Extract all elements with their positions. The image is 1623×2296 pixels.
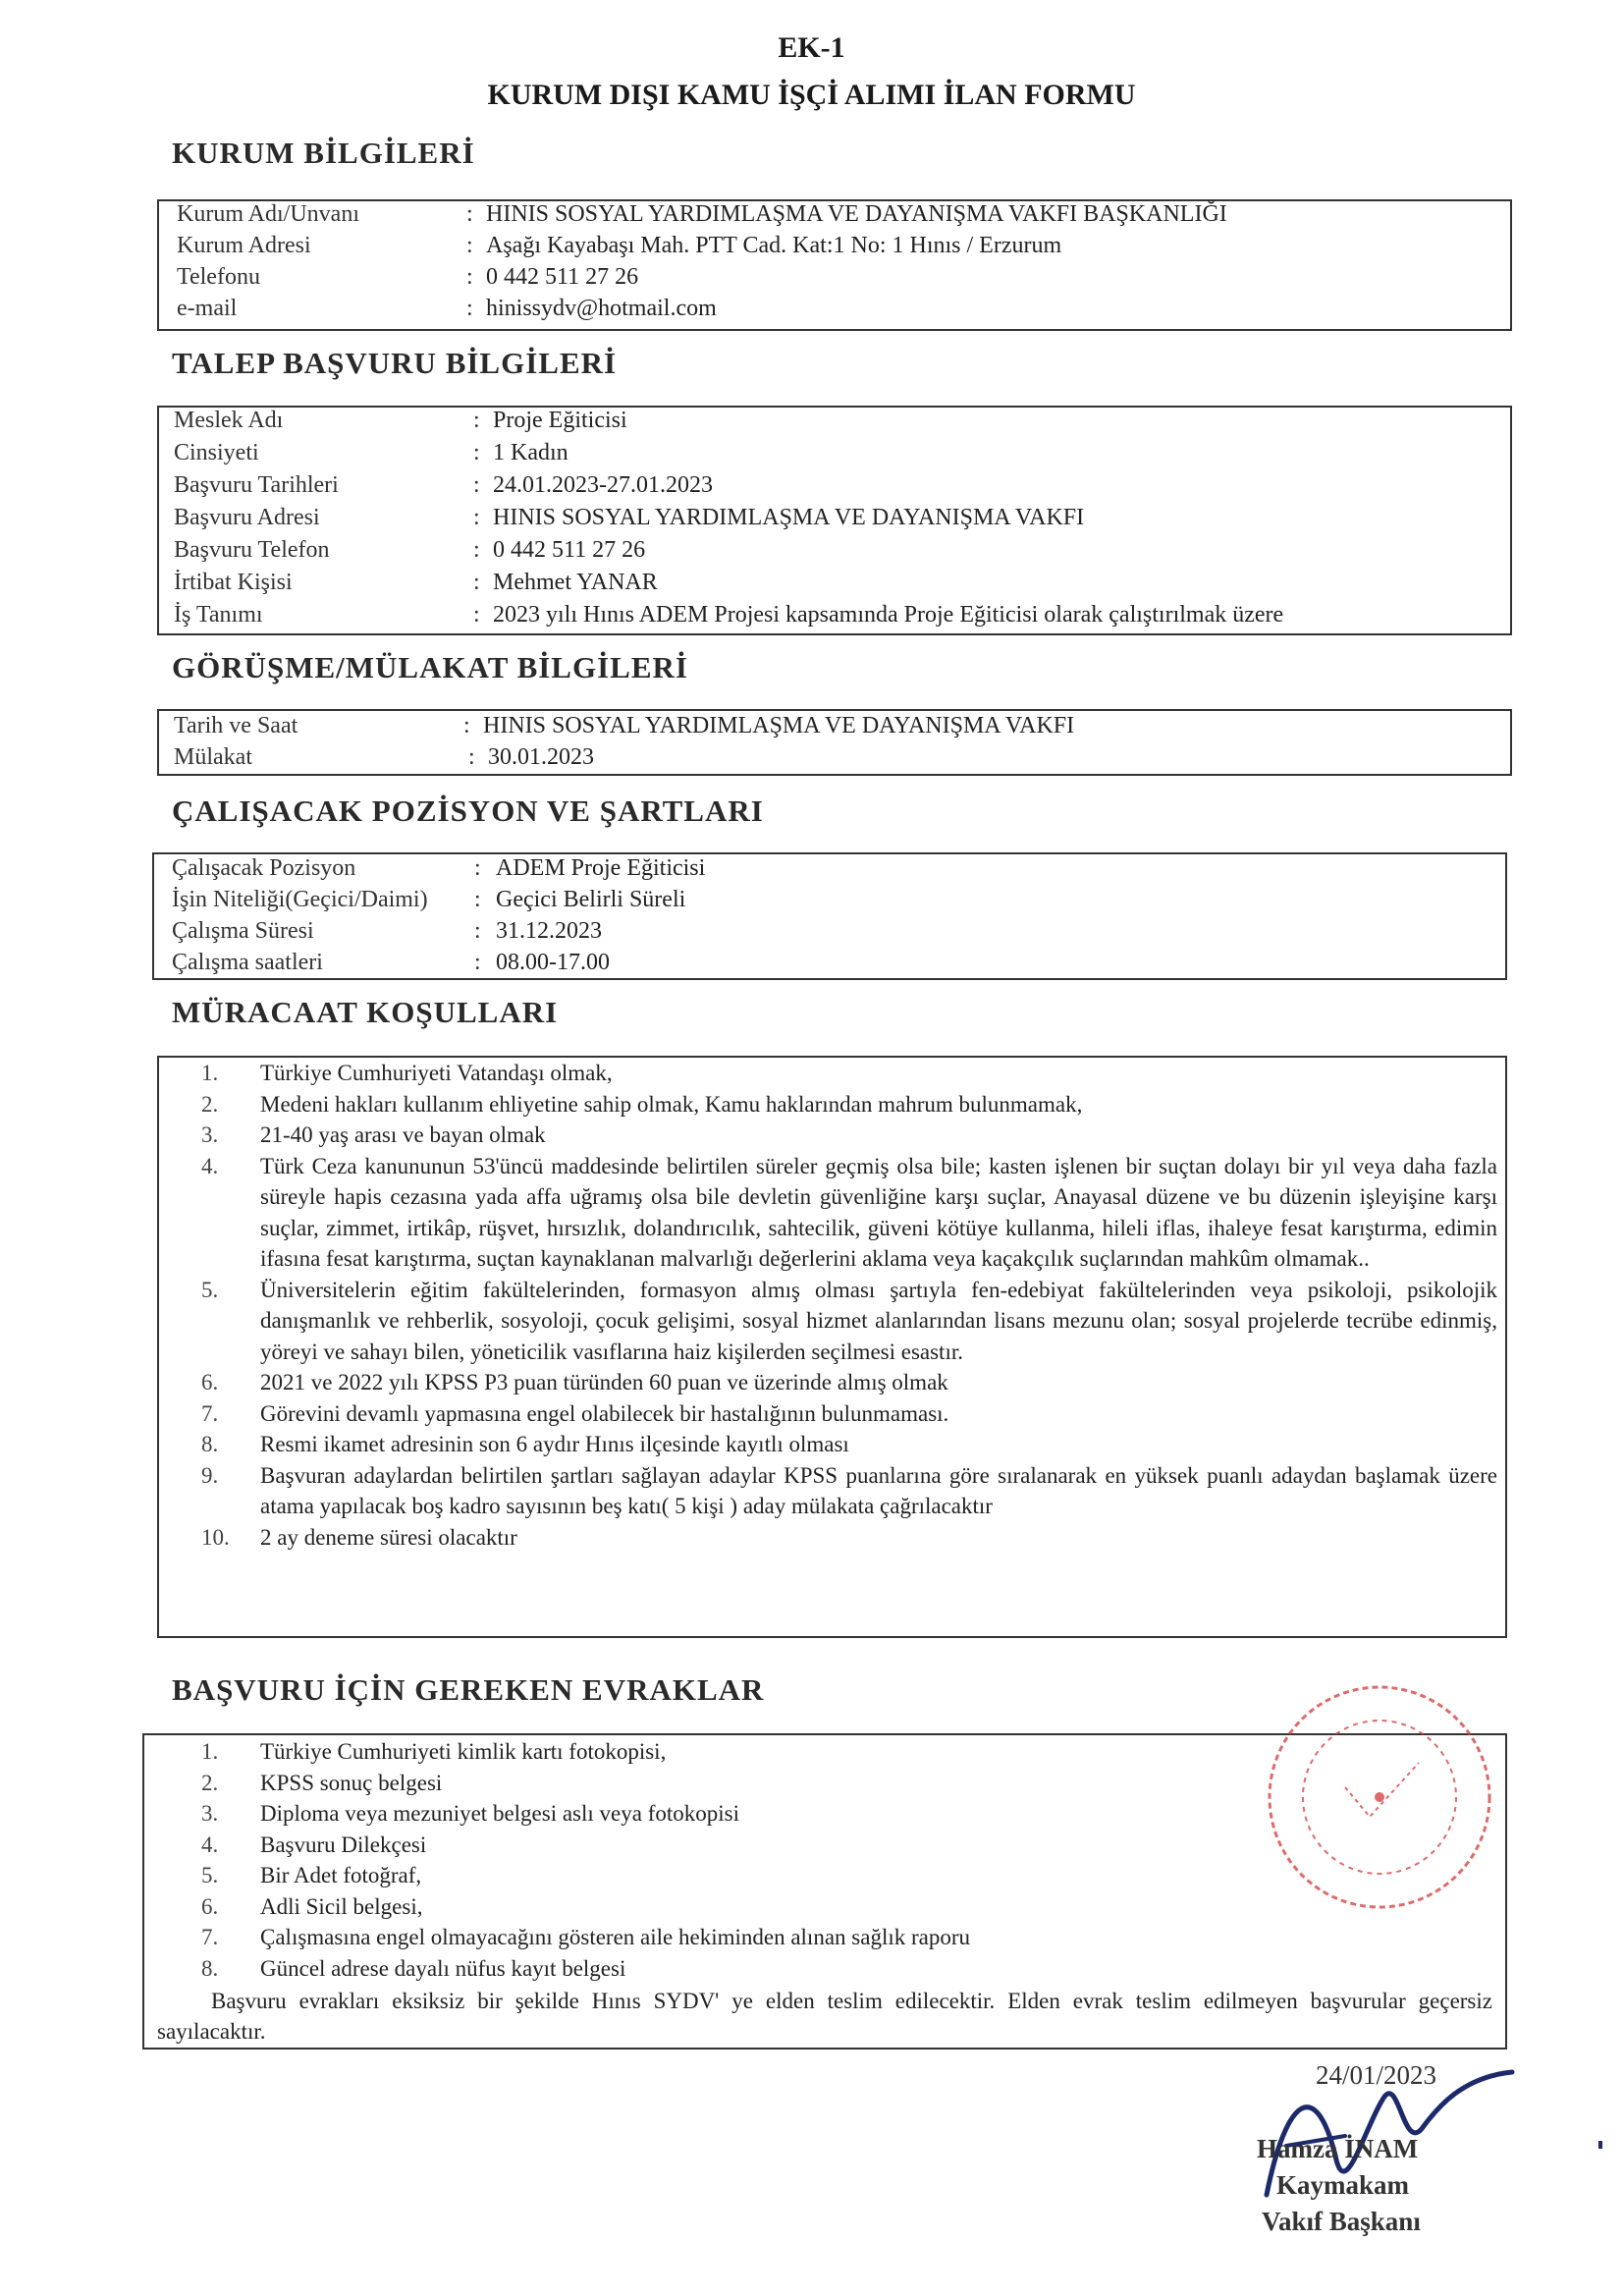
colon: : [474,855,481,881]
colon: : [473,602,480,628]
list-item [201,1058,1497,1089]
talep-label: Başvuru Adresi [174,505,320,530]
colon: : [466,264,473,290]
gorusme-value: HINIS SOSYAL YARDIMLAŞMA VE DAYANIŞMA VAKFI [483,713,1075,738]
item-number: 9. [201,1462,219,1488]
item-text: KPSS sonuç belgesi [260,1770,443,1795]
item-number: 8. [201,1432,219,1456]
talep-box [157,406,1512,635]
pozisyon-label: Çalışacak Pozisyon [172,855,356,881]
list-item [201,1522,1497,1554]
signatory-title-kaymakam: Kaymakam [1276,2170,1409,2200]
item-text: Görevini devamlı yapmasına engel olabilecek bir hastalığının bulunmaması. [260,1400,949,1426]
item-number: 7. [201,1400,219,1426]
item-text: 21-40 yaş arası ve bayan olmak [260,1122,546,1147]
form-title: KURUM DIŞI KAMU İŞÇİ ALIMI İLAN FORMU [487,79,1136,111]
item-number: 6. [201,1370,219,1394]
colon: : [474,887,481,912]
colon: : [473,440,480,465]
kurum-label: Kurum Adresi [177,233,311,258]
item-text: Adli Sicil belgesi, [260,1893,423,1919]
item-number: 2. [201,1770,219,1795]
item-text: 2021 ve 2022 yılı KPSS P3 puan türünden 60 puan ve üzerinde almış olmak [260,1370,948,1394]
official-stamp-icon [1252,1669,1507,1925]
section-title-evraklar: BAŞVURU İÇİN GEREKEN EVRAKLAR [172,1672,765,1707]
item-text: Diploma veya mezuniyet belgesi aslı veya fotokopisi [260,1801,739,1826]
list-item [201,1922,1497,1953]
muracaat-list [201,1058,1497,1553]
section-title-gorusme: GÖRÜŞME/MÜLAKAT BİLGİLERİ [172,650,688,684]
signatory-title-vakif: Vakıf Başkanı [1262,2207,1421,2236]
list-item [201,1460,1497,1522]
item-number: 3. [201,1801,219,1826]
pozisyon-label: Çalışma saatleri [172,950,323,975]
colon: : [466,296,473,321]
pozisyon-label: İşin Niteliği(Geçici/Daimi) [172,887,428,912]
colon: : [474,950,481,975]
colon: : [463,713,470,738]
gorusme-label: Mülakat [174,744,252,770]
list-item [201,1953,1497,1985]
item-number: 8. [201,1955,219,1981]
kurum-label: e-mail [177,296,238,321]
item-text: Türk Ceza kanununun 53'üncü maddesinde belirtilen süreler geçmiş olsa bile; kasten işlenen bir suçtan dolayı bir yıl veya daha fazla süreyle hapis cezasına yada affa uğramış olsa bile devletin güvenliğine karşı suçlar, Anayasal düzene ve bu düzenin işleyişine karşı suçlar, zimmet, irtikâp, rüşvet, hırsızlık, dolandırıcılık, sahtecilik, güveni kötüye kullanma, hileli iflas, ihaleye fesat karıştırma, edimin ifasına fesat karıştırma, suçtan kaynaklanan malvarlığı değerlerini aklama veya kaçakçılık suçlarından mahkûm olmamak.. [260,1153,1497,1271]
pozisyon-value: 08.00-17.00 [496,950,610,975]
talep-label: Başvuru Tarihleri [174,472,339,498]
item-number: 2. [201,1091,219,1117]
section-title-muracaat: MÜRACAAT KOŞULLARI [172,995,559,1029]
colon: : [473,570,480,595]
colon: : [466,233,473,258]
kurum-value: 0 442 511 27 26 [486,264,639,290]
kurum-email: hinissydv@hotmail.com [486,296,717,321]
item-number: 5. [201,1277,219,1302]
item-text: 2 ay deneme süresi olacaktır [260,1524,517,1550]
talep-value: 24.01.2023-27.01.2023 [493,472,713,498]
talep-value: 2023 yılı Hınıs ADEM Projesi kapsamında Proje Eğiticisi olarak çalıştırılmak üzere [493,602,1284,628]
pozisyon-label: Çalışma Süresi [172,918,314,944]
talep-value: Mehmet YANAR [493,570,658,595]
signature-date: 24/01/2023 [1316,2060,1437,2090]
kurum-value: HINIS SOSYAL YARDIMLAŞMA VE DAYANIŞMA VAKFI BAŞKANLIĞI [486,201,1227,227]
talep-label: İrtibat Kişisi [174,570,293,595]
colon: : [473,537,480,563]
colon: : [468,744,475,770]
item-number: 4. [201,1153,219,1178]
kurum-value: Aşağı Kayabaşı Mah. PTT Cad. Kat:1 No: 1 Hınıs / Erzurum [486,233,1062,258]
item-text: Üniversitelerin eğitim fakültelerinden, formasyon almış olması şartıyla fen-edebiyat fakültelerinden veya psikoloji, psikolojik danışmanlık ve rehberlik, sosyoloji, çocuk gelişimi, sosyal hizmet alanlarından lisans mezunu olan; sosyal projelerde tecrübe edinmiş, yöreyi ve sahayı bilen, yöneticilik vasıflarına haiz kişilerden seçilmesi esastır. [260,1277,1497,1364]
talep-label: Meslek Adı [174,408,284,433]
item-number: 1. [201,1739,219,1764]
item-text: Başvuru Dilekçesi [260,1831,427,1857]
colon: : [474,918,481,944]
colon: : [473,472,480,498]
ink-dot-icon [1598,2141,1602,2149]
item-text: Resmi ikamet adresinin son 6 aydır Hınıs ilçesinde kayıtlı olması [260,1432,849,1456]
talep-value: 1 Kadın [493,440,568,465]
item-text: Medeni hakları kullanım ehliyetine sahip olmak, Kamu haklarından mahrum bulunmamak, [260,1091,1083,1117]
gorusme-label: Tarih ve Saat [174,713,298,738]
item-text: Bir Adet fotoğraf, [260,1863,422,1887]
gorusme-box [157,709,1512,776]
item-number: 6. [201,1893,219,1919]
kurum-box [157,199,1512,331]
talep-label: Cinsiyeti [174,440,259,465]
item-number: 10. [201,1524,230,1550]
list-item [201,1089,1497,1121]
list-item [201,1275,1497,1368]
list-item [201,1367,1497,1398]
list-item [201,1398,1497,1430]
kurum-label: Kurum Adı/Unvanı [177,201,359,227]
list-item [201,1429,1497,1460]
colon: : [473,505,480,530]
talep-value: 0 442 511 27 26 [493,537,646,563]
evraklar-note: Başvuru evrakları eksiksiz bir şekilde Hınıs SYDV' ye elden teslim edilecektir. Elden evrak teslim edilmeyen başvurular geçersiz sayılacaktır. [157,1989,1492,2044]
item-number: 5. [201,1863,219,1887]
item-number: 4. [201,1831,219,1857]
section-title-pozisyon: ÇALIŞACAK POZİSYON VE ŞARTLARI [172,793,764,828]
section-title-talep: TALEP BAŞVURU BİLGİLERİ [172,346,618,380]
talep-label: İş Tanımı [174,602,263,628]
annex-label: EK-1 [778,31,845,64]
item-text: Çalışmasına engel olmayacağını gösteren aile hekiminden alınan sağlık raporu [260,1925,970,1949]
item-text: Başvuran adaylardan belirtilen şartları sağlayan adaylar KPSS puanlarına göre sıralanarak en yüksek puanlı adaydan başlamak üzere atama yapılacak boş kadro sayısının beş katı( 5 kişi ) aday mülakata çağrılacaktır [260,1462,1497,1518]
item-text: Türkiye Cumhuriyeti Vatandaşı olmak, [260,1061,613,1085]
pozisyon-value: 31.12.2023 [496,918,602,944]
pozisyon-value: Geçici Belirli Süreli [496,887,686,912]
talep-value: Proje Eğiticisi [493,408,627,433]
pozisyon-value: ADEM Proje Eğiticisi [496,855,706,881]
kurum-label: Telefonu [177,264,260,290]
item-number: 7. [201,1925,219,1949]
section-title-kurum: KURUM BİLGİLERİ [172,136,475,170]
colon: : [466,201,473,227]
colon: : [473,408,480,433]
signatory-name: Hamza İNAM [1257,2134,1419,2163]
list-item [201,1151,1497,1275]
list-item [201,1120,1497,1151]
talep-label: Başvuru Telefon [174,537,330,563]
pozisyon-box [152,852,1507,980]
item-number: 3. [201,1122,219,1147]
gorusme-value: 30.01.2023 [488,744,594,770]
item-text: Güncel adrese dayalı nüfus kayıt belgesi [260,1955,626,1981]
talep-value: HINIS SOSYAL YARDIMLAŞMA VE DAYANIŞMA VAKFI [493,505,1085,530]
item-text: Türkiye Cumhuriyeti kimlik kartı fotokopisi, [260,1739,667,1764]
item-number: 1. [201,1061,219,1085]
